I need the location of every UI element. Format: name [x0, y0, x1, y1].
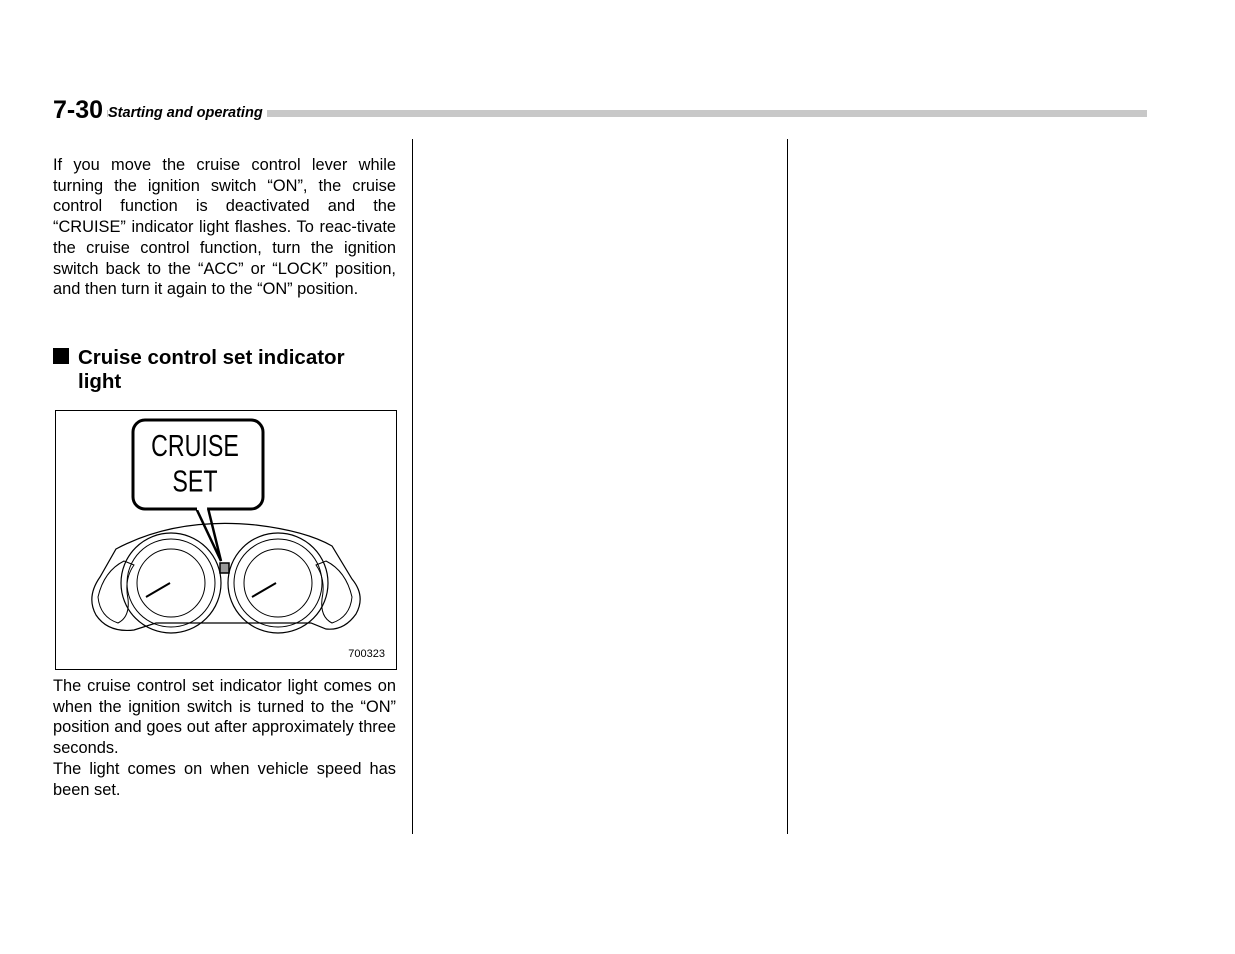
figure-box	[55, 410, 397, 670]
cruise-set-indicator-lamp	[220, 563, 229, 573]
right-gauge-outer	[228, 533, 328, 633]
section-heading	[53, 346, 398, 394]
right-gauge-needle	[252, 583, 276, 597]
heading-square-icon	[53, 348, 69, 364]
intro-paragraph: If you move the cruise control lever while turning the ignition switch “ON”, the cruise control function is deactivated and the “CRUISE” indicator light flashes. To reac-tivate the cruise control function, turn the ignition switch back to the “ACC” or “LOCK” position, and then turn it again to the “ON” position.	[53, 156, 396, 299]
page-number: 7-30	[53, 96, 107, 124]
column-divider-right	[787, 139, 788, 834]
left-gauge-needle	[146, 583, 170, 597]
paragraph-2: The cruise control set indicator light comes on when the ignition switch is turned to the “ON” position and goes out after approximately three seconds.	[53, 677, 396, 758]
callout-text-cruise: CRUISE	[151, 428, 239, 463]
figure-code: 700323	[348, 648, 385, 660]
instrument-cluster-illustration	[56, 411, 396, 669]
heading-line-1: Cruise control set indicator	[78, 346, 345, 369]
callout-text-set: SET	[172, 464, 218, 499]
heading-line-2: light	[78, 370, 122, 393]
section-title: Starting and operating	[108, 104, 267, 122]
column-divider-left	[412, 139, 413, 834]
callout-pointer	[196, 508, 221, 561]
paragraph-3: The light comes on when vehicle speed has been set.	[53, 760, 396, 799]
left-gauge-outer	[121, 533, 221, 633]
